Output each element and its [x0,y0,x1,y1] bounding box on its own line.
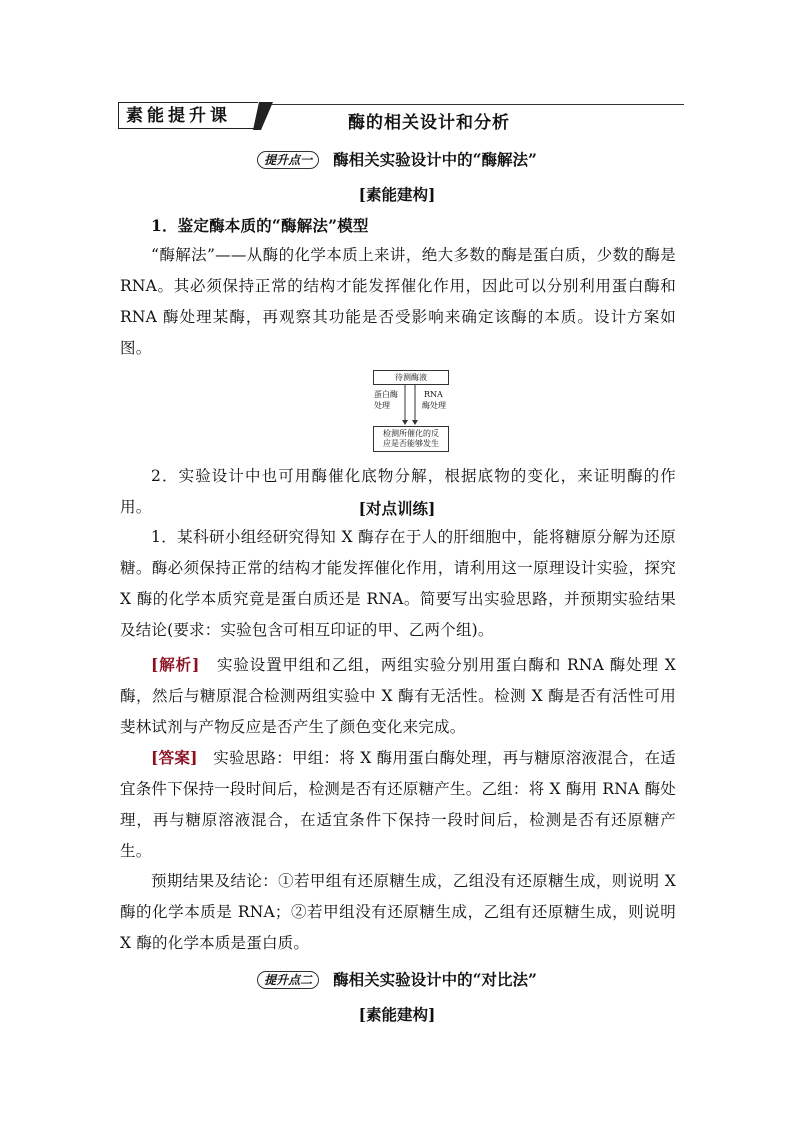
training-question: 1．某科研小组经研究得知 X 酶存在于人的肝细胞中，能将糖原分解为还原糖。酶必须保持正常的结构才能发挥催化作用，请利用这一原理设计实验，探究 X 酶的化学本质究竟是蛋白质还是 RNA。简要写出实验思路，并预期实验结果及结论(要求：实验包含可相互印证的甲、乙两个组)。 [120,528,676,639]
result-paragraph: 预期结果及结论：①若甲组有还原糖生成，乙组没有还原糖生成，则说明 X 酶的化学本质是 RNA；②若甲组没有还原糖生成，乙组有还原糖生成，则说明 X 酶的化学本质是蛋白质。 [120,872,676,952]
section-title-1: 酶相关实验设计中的“酶解法” [333,150,537,169]
answer-tag: [答案] [151,748,198,767]
header-rule [264,104,684,105]
analysis-tag: [解析] [151,655,200,674]
model-body: “酶解法”——从酶的化学本质上来讲，绝大多数的酶是蛋白质，少数的酶是 RNA。其必须保持正常的结构才能发挥催化作用，因此可以分别利用蛋白酶和 RNA 酶处理某酶，再观察其功能是否受影响来确定该酶的本质。设计方案如图。 [120,246,676,357]
section-badge-1: 提升点一 [257,151,319,169]
analysis-text: 实验设置甲组和乙组，两组实验分别用蛋白酶和 RNA 酶处理 X 酶，然后与糖原混合检测两组实验中 X 酶有无活性。检测 X 酶是否有活性可用斐林试剂与产物反应是否产生了颜色变化来完成。 [120,656,676,736]
enzyme-test-flow-diagram [372,370,450,452]
diagram-top-box: 待测酶液 [373,370,449,385]
page-header [118,100,684,132]
diagram-right-label-2: 酶处理 [422,401,446,410]
section-badge-2: 提升点二 [257,971,319,989]
section-heading-1 [0,148,794,170]
section-title-2: 酶相关实验设计中的“对比法” [333,970,537,989]
subhead-construction-1: [素能建构] [358,185,436,204]
diagram-bottom-line-1: 检测所催化的反 [383,429,439,438]
diagram-bottom-line-2: 应是否能够发生 [383,439,439,448]
diagram-bottom-box [373,426,449,452]
point2-text: 2．实验设计中也可用酶催化底物分解，根据底物的变化，来证明酶的作用。 [120,467,676,516]
diagram-right-label-1: RNA [424,390,443,399]
subhead-training: [对点训练] [358,499,436,518]
page-title: 酶的相关设计和分析 [348,113,510,133]
analysis-paragraph [120,649,676,743]
diagram-left-label-2: 处理 [374,401,390,410]
answer-text: 实验思路：甲组：将 X 酶用蛋白酶处理，再与糖原溶液混合，在适宜条件下保持一段时间后，检测是否有还原糖产生。乙组：将 X 酶用 RNA 酶处理，再与糖原溶液混合，在适宜条件下保持一段时间后，检测是否有还原糖产生。 [120,749,677,860]
lesson-type-tag: 素能提升课 [118,102,258,129]
section-heading-2 [0,968,794,990]
answer-paragraph [120,742,676,867]
subhead-construction-2: [素能建构] [358,1005,436,1024]
diagram-left-label-1: 蛋白酶 [374,390,398,399]
model-heading: 1．鉴定酶本质的“酶解法”模型 [151,216,369,235]
